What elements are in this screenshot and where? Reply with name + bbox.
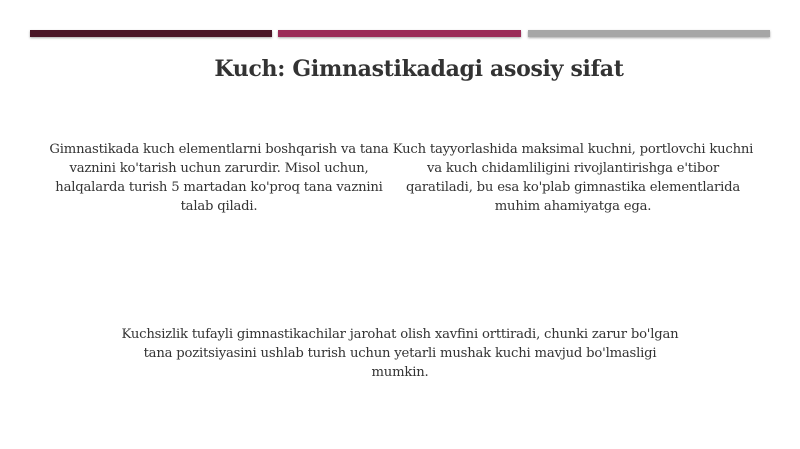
accent-bar-magenta [278,30,521,37]
accent-bar-dark [30,30,272,37]
paragraph-left: Gimnastikada kuch elementlarni boshqarish va tana vaznini ko'tarish uchun zarurdir. Misol uchun, halqalarda turish 5 martadan ko'proq tana vaznini talab qiladi. [49,142,389,214]
paragraph-right: Kuch tayyorlashida maksimal kuchni, portlovchi kuchni va kuch chidamliligini rivojlantirishga e'tibor qaratiladi, bu esa ko'plab gimnastika elementlarida muhim ahamiyatga ega. [392,142,754,214]
accent-bar-gray [528,30,770,37]
paragraph-bottom: Kuchsizlik tufayli gimnastikachilar jarohat olish xavfini orttiradi, chunki zarur bo'lgan tana pozitsiyasini ushlab turish uchun yetarli mushak kuchi mavjud bo'lmasligi mumkin. [121,327,679,380]
slide-title: Kuch: Gimnastikadagi asosiy sifat [214,56,624,82]
